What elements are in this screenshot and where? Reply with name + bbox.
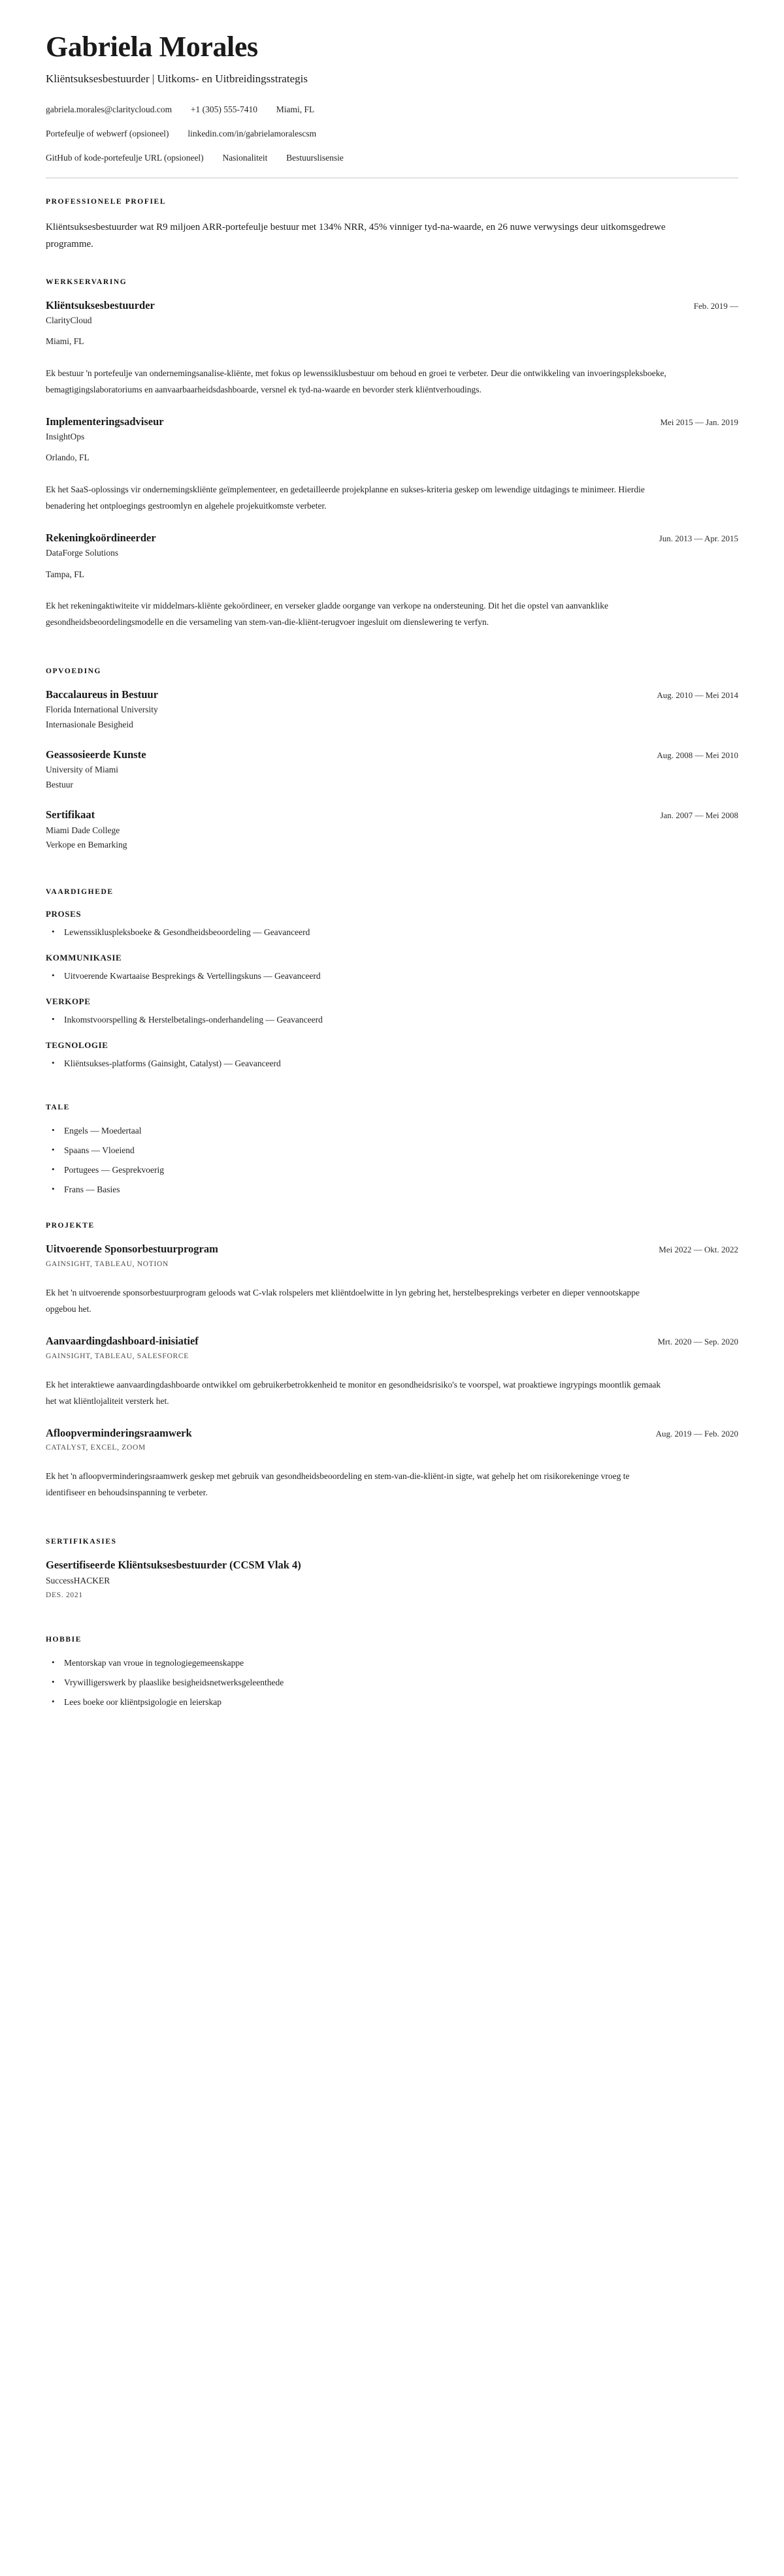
- job-date-range: Feb. 2019 —: [693, 300, 738, 311]
- skill-item: • Lewenssikluspleksboeke & Gesondheidsbeoordeling — Geavanceerd: [46, 926, 738, 940]
- field-of-study: Internasionale Besigheid: [46, 719, 133, 729]
- project-tech-stack: GAINSIGHT, TABLEAU, SALESFORCE: [46, 1352, 189, 1360]
- project-description: Ek het 'n uitvoerende sponsorbestuurprogram geloods wat C-vlak rolspelers met kliëntdoelwitte in lyn gebring het, herstelbesprekings verbeter en dieper vennootskappe opgebou het.: [46, 1288, 640, 1314]
- candidate-headline: Kliëntsuksesbestuurder | Uitkoms- en Uitbreidingsstrategis: [46, 72, 308, 86]
- job-description: Ek het SaaS-oplossings vir ondernemingskliënte geïmplementeer, en gedetailleerde projekplanne en sukses-kriteria geskep om lewendige uitdagings te minimeer. Hierdie benadering het ontploegings gestroomlyn en algehele projekuitkomste verbeter.: [46, 484, 645, 511]
- section-experience: [46, 278, 738, 631]
- skill-group-name: VERKOPE: [46, 996, 91, 1006]
- job-location: Orlando, FL: [46, 453, 90, 463]
- project-entry-head: [46, 1427, 738, 1440]
- hobby-item: • Vrywilligerswerk by plaaslike besigheidsnetwerksgeleenthede: [46, 1676, 738, 1690]
- project-date-range: Aug. 2019 — Feb. 2020: [655, 1428, 738, 1439]
- section-projects: [46, 1222, 738, 1501]
- project-entry: [46, 1335, 738, 1410]
- project-tech-stack: GAINSIGHT, TABLEAU, NOTION: [46, 1260, 169, 1269]
- job-date-range: Jun. 2013 — Apr. 2015: [659, 533, 738, 543]
- certification-entry: [46, 1559, 738, 1599]
- hobby-list: [46, 1657, 738, 1709]
- job-title: Implementeringsadviseur: [46, 415, 164, 428]
- summary-text: Kliëntsuksesbestuurder wat R9 miljoen ARR-portefeulje bestuur met 134% NRR, 45% vinniger tyd-na-waarde, en 26 nuwe verwysings deur uitkomsgedrewe programme.: [46, 222, 666, 250]
- section-title-experience: WERKSERVARING: [46, 278, 127, 286]
- hobby-item: • Lees boeke oor kliëntpsigologie en leierskap: [46, 1696, 738, 1709]
- education-entry-head: [46, 808, 738, 822]
- degree-title: Sertifikaat: [46, 808, 95, 821]
- contact-row-links: [46, 128, 738, 140]
- job-location: Tampa, FL: [46, 569, 85, 579]
- skill-item: • Uitvoerende Kwartaaise Besprekings & Vertellingskuns — Geavanceerd: [46, 970, 738, 983]
- project-name: Afloopverminderingsraamwerk: [46, 1426, 192, 1439]
- degree-date-range: Aug. 2008 — Mei 2010: [657, 750, 738, 760]
- certification-name: Gesertifiseerde Kliëntsuksesbestuurder (CCSM Vlak 4): [46, 1559, 301, 1572]
- project-date-range: Mrt. 2020 — Sep. 2020: [657, 1337, 738, 1346]
- section-title-languages: TALE: [46, 1103, 70, 1111]
- spacer: [46, 259, 738, 278]
- project-description: Ek het interaktiewe aanvaardingdashboarde ontwikkel om gebruikerbetrokkenheid te monitor en gesondheidsrisiko's te voorspel, wat proaktiewe ingrypings moontlik gemaak het wat kliëntlojaliteit versterk het.: [46, 1379, 661, 1406]
- degree-title: Baccalaureus in Bestuur: [46, 688, 159, 701]
- degree-date-range: Jan. 2007 — Mei 2008: [660, 810, 738, 820]
- job-title: Kliëntsuksesbestuurder: [46, 298, 155, 311]
- section-title-skills: VAARDIGHEDE: [46, 888, 114, 897]
- contact-driving-license: Bestuurslisensie: [286, 153, 344, 163]
- spacer: [46, 868, 738, 888]
- experience-entry: [46, 532, 738, 631]
- experience-entry-head: [46, 415, 738, 429]
- skill-item: • Inkomstvoorspelling & Herstelbetalings-onderhandeling — Geavanceerd: [46, 1013, 738, 1027]
- candidate-name: Gabriela Morales: [46, 31, 258, 63]
- language-item: • Engels — Moedertaal: [46, 1124, 738, 1138]
- job-company: ClarityCloud: [46, 315, 92, 326]
- spacer: [46, 1202, 738, 1222]
- spacer: [46, 1616, 738, 1636]
- skill-group: [46, 909, 738, 940]
- language-item: • Portugees — Gesprekvoerig: [46, 1164, 738, 1177]
- experience-entry: [46, 415, 738, 515]
- section-title-certifications: SERTIFIKASIES: [46, 1538, 117, 1546]
- spacer: [46, 1084, 738, 1104]
- section-certifications: [46, 1538, 738, 1599]
- school-name: Florida International University: [46, 705, 158, 715]
- project-entry: [46, 1243, 738, 1318]
- skill-group-name: PROSES: [46, 909, 82, 919]
- project-entry: [46, 1427, 738, 1502]
- contact-email[interactable]: gabriela.morales@claritycloud.com: [46, 104, 172, 115]
- contact-row-primary: [46, 104, 738, 116]
- job-title: Rekeningkoördineerder: [46, 531, 156, 544]
- spacer: [46, 1518, 738, 1538]
- education-entry: [46, 688, 738, 731]
- contact-phone[interactable]: +1 (305) 555-7410: [190, 104, 257, 115]
- skill-list: [46, 1057, 738, 1071]
- language-item: • Spaans — Vloeiend: [46, 1144, 738, 1158]
- skill-list: [46, 1013, 738, 1027]
- contact-nationality: Nasionaliteit: [222, 153, 268, 163]
- job-description: Ek het rekeningaktiwiteite vir middelmars-kliënte gekoördineer, en verseker gladde oorgange van verkope na ondersteuning. Dit het die opstel van aanvanklike gesondheidsbeoordelingsmodelle en die versameling van stem-van-die-kliënt-terugvoer ingesluit om dienslewering te verfyn.: [46, 600, 609, 627]
- language-list: [46, 1124, 738, 1197]
- job-date-range: Mei 2015 — Jan. 2019: [660, 417, 738, 427]
- resume-header: [46, 31, 738, 178]
- experience-entry-head: [46, 299, 738, 313]
- education-entry-head: [46, 688, 738, 702]
- contact-linkedin[interactable]: linkedin.com/in/gabrielamoralescsm: [188, 129, 317, 139]
- skill-list: [46, 970, 738, 983]
- education-entry-head: [46, 748, 738, 762]
- skill-group: [46, 996, 738, 1027]
- field-of-study: Bestuur: [46, 779, 73, 789]
- education-entry: [46, 808, 738, 851]
- section-education: [46, 667, 738, 851]
- skill-group-name: TEGNOLOGIE: [46, 1040, 108, 1050]
- degree-title: Geassosieerde Kunste: [46, 748, 146, 761]
- contact-portfolio[interactable]: Portefeulje of webwerf (opsioneel): [46, 129, 169, 139]
- project-name: Uitvoerende Sponsorbestuurprogram: [46, 1243, 218, 1256]
- project-date-range: Mei 2022 — Okt. 2022: [659, 1245, 738, 1255]
- school-name: University of Miami: [46, 765, 118, 775]
- hobby-item: • Mentorskap van vroue in tegnologiegemeenskappe: [46, 1657, 738, 1670]
- skill-list: [46, 926, 738, 940]
- project-name: Aanvaardingdashboard-inisiatief: [46, 1335, 199, 1347]
- skill-group-name: KOMMUNIKASIE: [46, 952, 122, 962]
- section-languages: [46, 1104, 738, 1197]
- skill-item: • Kliëntsukses-platforms (Gainsight, Catalyst) — Geavanceerd: [46, 1057, 738, 1071]
- section-title-projects: PROJEKTE: [46, 1222, 95, 1230]
- job-location: Miami, FL: [46, 336, 84, 347]
- experience-entry-head: [46, 532, 738, 545]
- language-item: • Frans — Basies: [46, 1183, 738, 1197]
- section-skills: [46, 888, 738, 1071]
- section-title-hobbies: HOBBIE: [46, 1636, 82, 1644]
- degree-date-range: Aug. 2010 — Mei 2014: [657, 690, 738, 700]
- contact-location: Miami, FL: [276, 104, 315, 115]
- spacer: [46, 648, 738, 667]
- experience-entry: [46, 299, 738, 398]
- education-entry: [46, 748, 738, 791]
- certification-issuer: SuccessHACKER: [46, 1575, 110, 1585]
- section-title-summary: PROFESSIONELE PROFIEL: [46, 198, 167, 206]
- section-summary: [46, 198, 738, 253]
- contact-github[interactable]: GitHub of kode-portefeulje URL (opsioneel): [46, 153, 204, 163]
- project-entry-head: [46, 1243, 738, 1256]
- job-description: Ek bestuur 'n portefeulje van ondernemingsanalise-kliënte, met fokus op lewenssiklusbestuur om behoud en groei te verbeter. Deur die ontwikkeling van invoeringspleksboeke, bemagtigingslaboratoriums en aanvaarbaarheidsdashboarde, versnel ek tyd-na-waarde en bevorder sterk kliëntverhoudings.: [46, 368, 666, 394]
- project-entry-head: [46, 1335, 738, 1348]
- skill-group: [46, 953, 738, 983]
- school-name: Miami Dade College: [46, 825, 120, 835]
- project-tech-stack: CATALYST, EXCEL, ZOOM: [46, 1444, 146, 1452]
- project-description: Ek het 'n afloopverminderingsraamwerk geskep met gebruik van gesondheidsbeoordeling en stem-van-die-kliënt-in sigte, wat gehelp het om risikorekeninge vroeg te identifiseer en behoudsinspanning te verbeter.: [46, 1471, 630, 1498]
- job-company: DataForge Solutions: [46, 548, 119, 558]
- skill-group: [46, 1040, 738, 1071]
- certification-date: DES. 2021: [46, 1591, 83, 1599]
- section-title-education: OPVOEDING: [46, 667, 102, 675]
- contact-row-extra: [46, 152, 738, 165]
- section-hobbies: [46, 1636, 738, 1709]
- field-of-study: Verkope en Bemarking: [46, 839, 127, 850]
- job-company: InsightOps: [46, 432, 85, 442]
